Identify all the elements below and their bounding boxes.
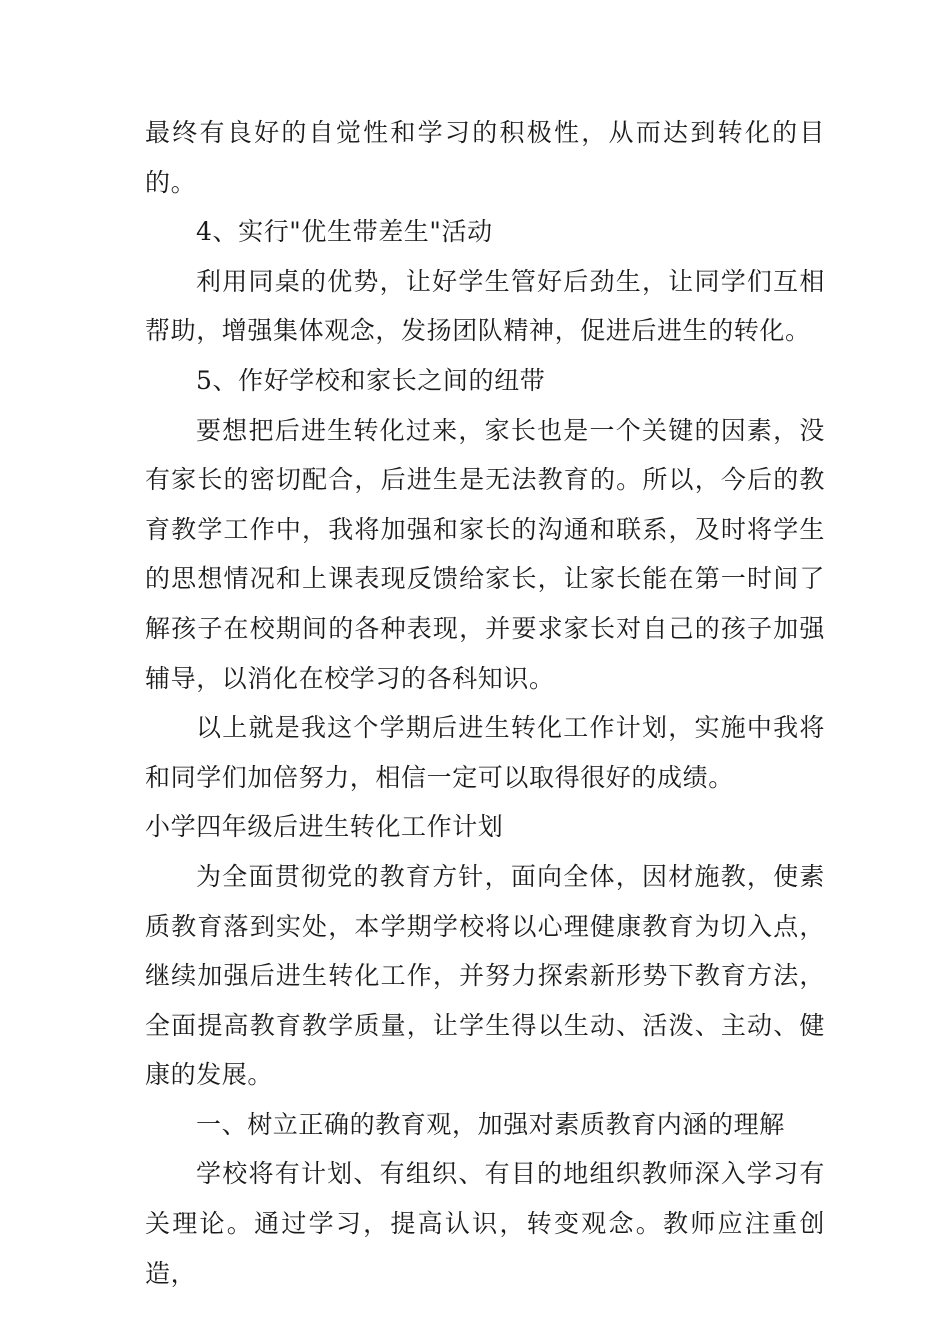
paragraph-parent-link: 要想把后进生转化过来，家长也是一个关键的因素，没有家长的密切配合，后进生是无法教育的。所以，今后的教育教学工作中，我将加强和家长的沟通和联系，及时将学生的思想情况和上课表现反馈给家长，让家长能在第一时间了解孩子在校期间的各种表现，并要求家长对自己的孩子加强辅导，以消化在校学习的各科知识。 <box>145 415 825 693</box>
paragraph-theory-study: 学校将有计划、有组织、有目的地组织教师深入学习有关理论。通过学习，提高认识，转变观念。教师应注重创造， <box>145 1159 825 1288</box>
section-heading-4: 4、实行"优生带差生"活动 <box>196 217 493 247</box>
paragraph-conclusion: 以上就是我这个学期后进生转化工作计划，实施中我将和同学们加倍努力，相信一定可以取得很好的成绩。 <box>145 713 825 792</box>
paragraph-continuation: 最终有良好的自觉性和学习的积极性，从而达到转化的目的。 <box>145 118 825 197</box>
document-title: 小学四年级后进生转化工作计划 <box>145 812 504 842</box>
section-heading-5: 5、作好学校和家长之间的纽带 <box>196 365 546 395</box>
paragraph-peer-help: 利用同桌的优势，让好学生管好后劲生，让同学们互相帮助，增强集体观念，发扬团队精神，促进后进生的转化。 <box>145 266 825 346</box>
paragraph-intro: 为全面贯彻党的教育方针，面向全体，因材施教，使素质教育落到实处，本学期学校将以心理健康教育为切入点，继续加强后进生转化工作，并努力探索新形势下教育方法，全面提高教育教学质量，让学生得以生动、活泼、主动、健康的发展。 <box>145 861 825 1090</box>
document-body <box>145 108 825 1298</box>
section-heading-one: 一、树立正确的教育观，加强对素质教育内涵的理解 <box>196 1109 785 1139</box>
